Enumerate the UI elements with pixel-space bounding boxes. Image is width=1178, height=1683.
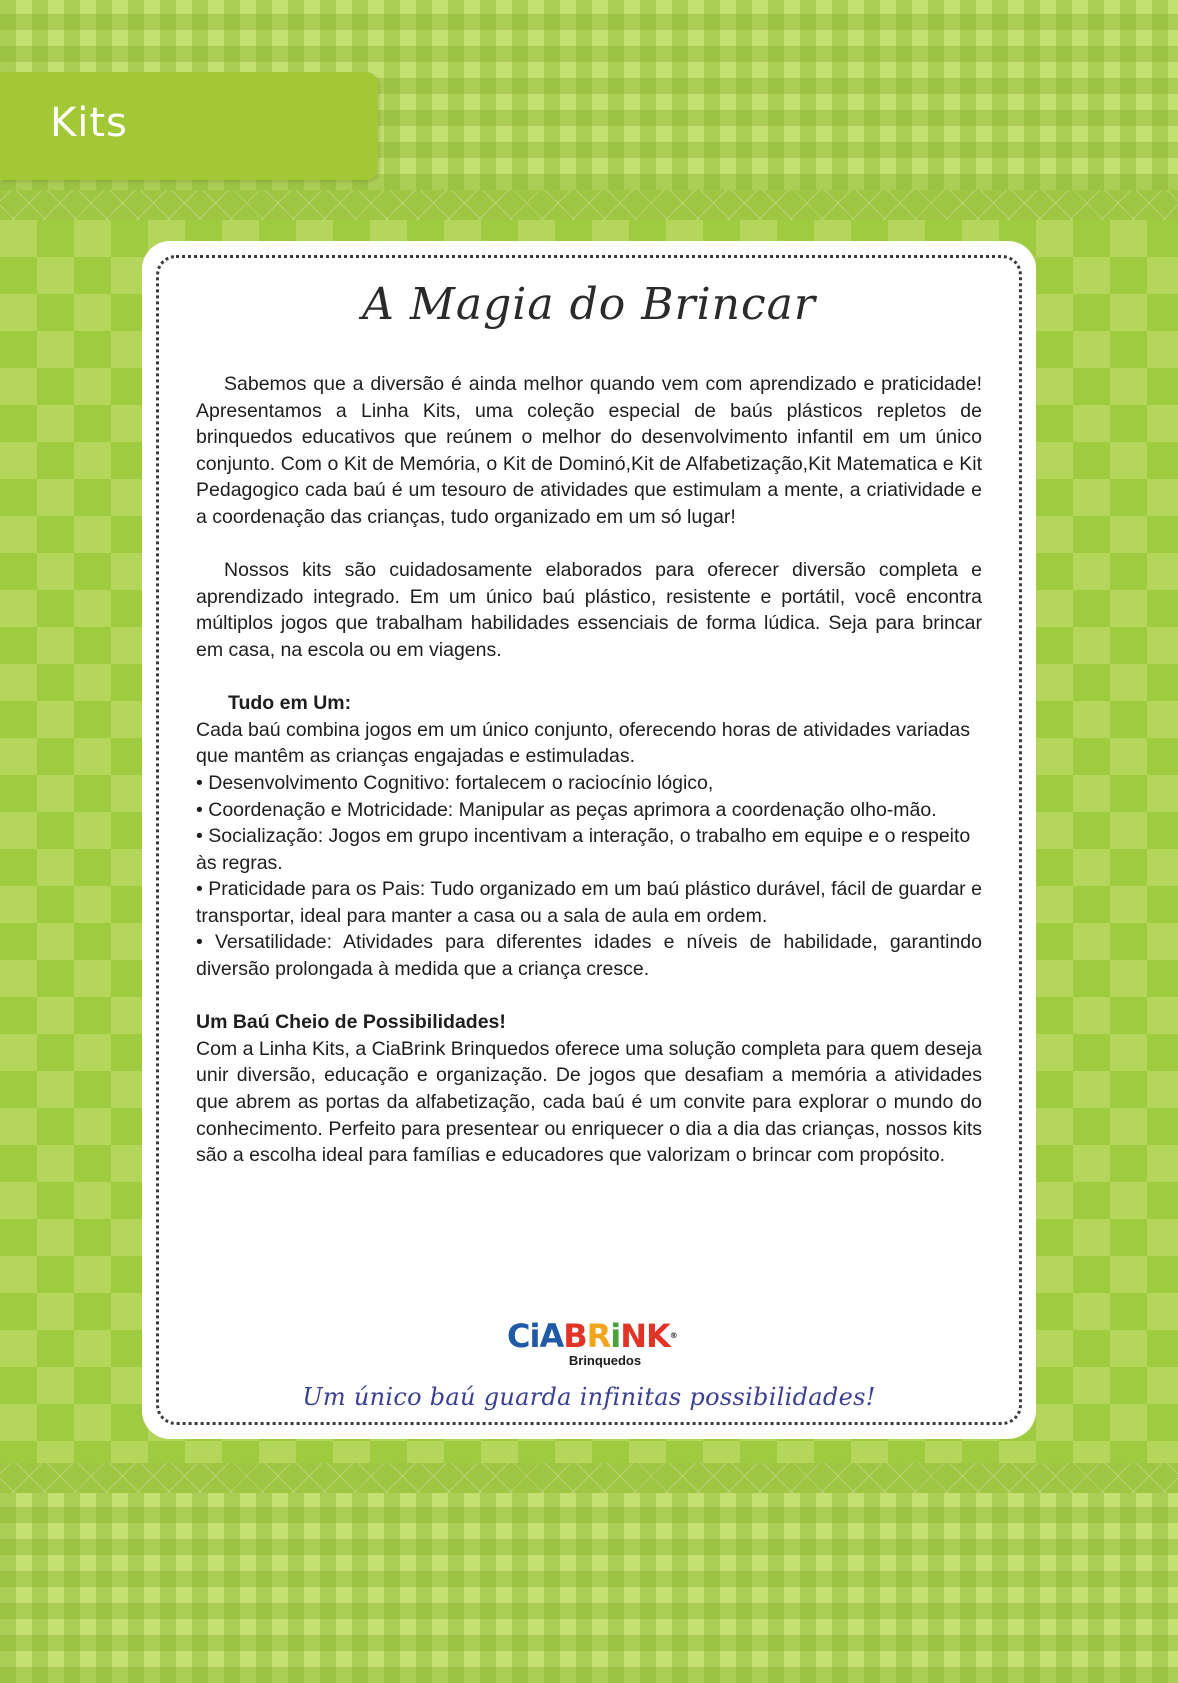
top-decorative-strip	[0, 190, 1178, 220]
section-tab	[0, 72, 378, 180]
bottom-gingham-band	[0, 1493, 1178, 1683]
section-tab-label: Kits	[50, 100, 128, 146]
content-card	[142, 241, 1036, 1439]
slogan: Um único baú guarda infinitas possibilidades!	[302, 1383, 876, 1411]
intro-paragraph-1: Sabemos que a diversão é ainda melhor quando vem com aprendizado e praticidade! Apresentamos a Linha Kits, uma coleção especial de baús plásticos repletos de brinquedos educativos que reúnem o melhor do desenvolvimento infantil em um único conjunto. Com o Kit de Memória, o Kit de Dominó,Kit de Alfabetização,Kit Matematica e Kit Pedagogico cada baú é um tesouro de atividades que estimulam a mente, a criatividade e a coordenação das crianças, tudo organizado em um só lugar!	[196, 373, 982, 528]
section-text-possibilidades: Com a Linha Kits, a CiaBrink Brinquedos oferece uma solução completa para quem deseja unir diversão, educação e organização. De jogos que desafiam a memória a atividades que abrem as portas da alfabetização, cada baú é um convite para explorar o mundo do conhecimento. Perfeito para presentear ou enriquecer o dia a dia das crianças, nossos kits são a escolha ideal para famílias e educadores que valorizam o brincar com propósito.	[196, 1037, 982, 1167]
ciabrink-logo	[507, 1317, 677, 1368]
body-text	[196, 371, 982, 1169]
bullet-item: • Socialização: Jogos em grupo incentivam a interação, o trabalho em equipe e o respeito às regras.	[196, 825, 971, 874]
logo-subtitle: Brinquedos	[568, 1353, 642, 1368]
section-heading-tudo-em-um: Tudo em Um:	[228, 692, 352, 715]
bottom-decorative-strip	[0, 1463, 1178, 1493]
page-title: A Magia do Brincar	[362, 279, 816, 330]
bullet-item: • Desenvolvimento Cognitivo: fortalecem o raciocínio lógico,	[196, 771, 714, 794]
bullet-item: • Coordenação e Motricidade: Manipular as peças aprimora a coordenação olho-mão.	[196, 798, 937, 821]
section-heading-possibilidades: Um Baú Cheio de Possibilidades!	[196, 1011, 506, 1034]
intro-paragraph-2: Nossos kits são cuidadosamente elaborados para oferecer diversão completa e aprendizado integrado. Em um único baú plástico, resistente e portátil, você encontra múltiplos jogos que trabalham habilidades essenciais de forma lúdica. Seja para brincar em casa, na escola ou em viagens.	[196, 559, 982, 661]
logo-wordmark: CiABRiNK®	[507, 1317, 677, 1355]
bullet-item: • Versatilidade: Atividades para diferentes idades e níveis de habilidade, garantindo diversão prolongada à medida que a criança cresce.	[196, 931, 982, 981]
bullet-item: • Praticidade para os Pais: Tudo organizado em um baú plástico durável, fácil de guardar e transportar, ideal para manter a casa ou a sala de aula em ordem.	[196, 878, 982, 927]
section-text-tudo-em-um: Cada baú combina jogos em um único conjunto, oferecendo horas de atividades variadas que mantêm as crianças engajadas e estimuladas.	[196, 718, 970, 768]
